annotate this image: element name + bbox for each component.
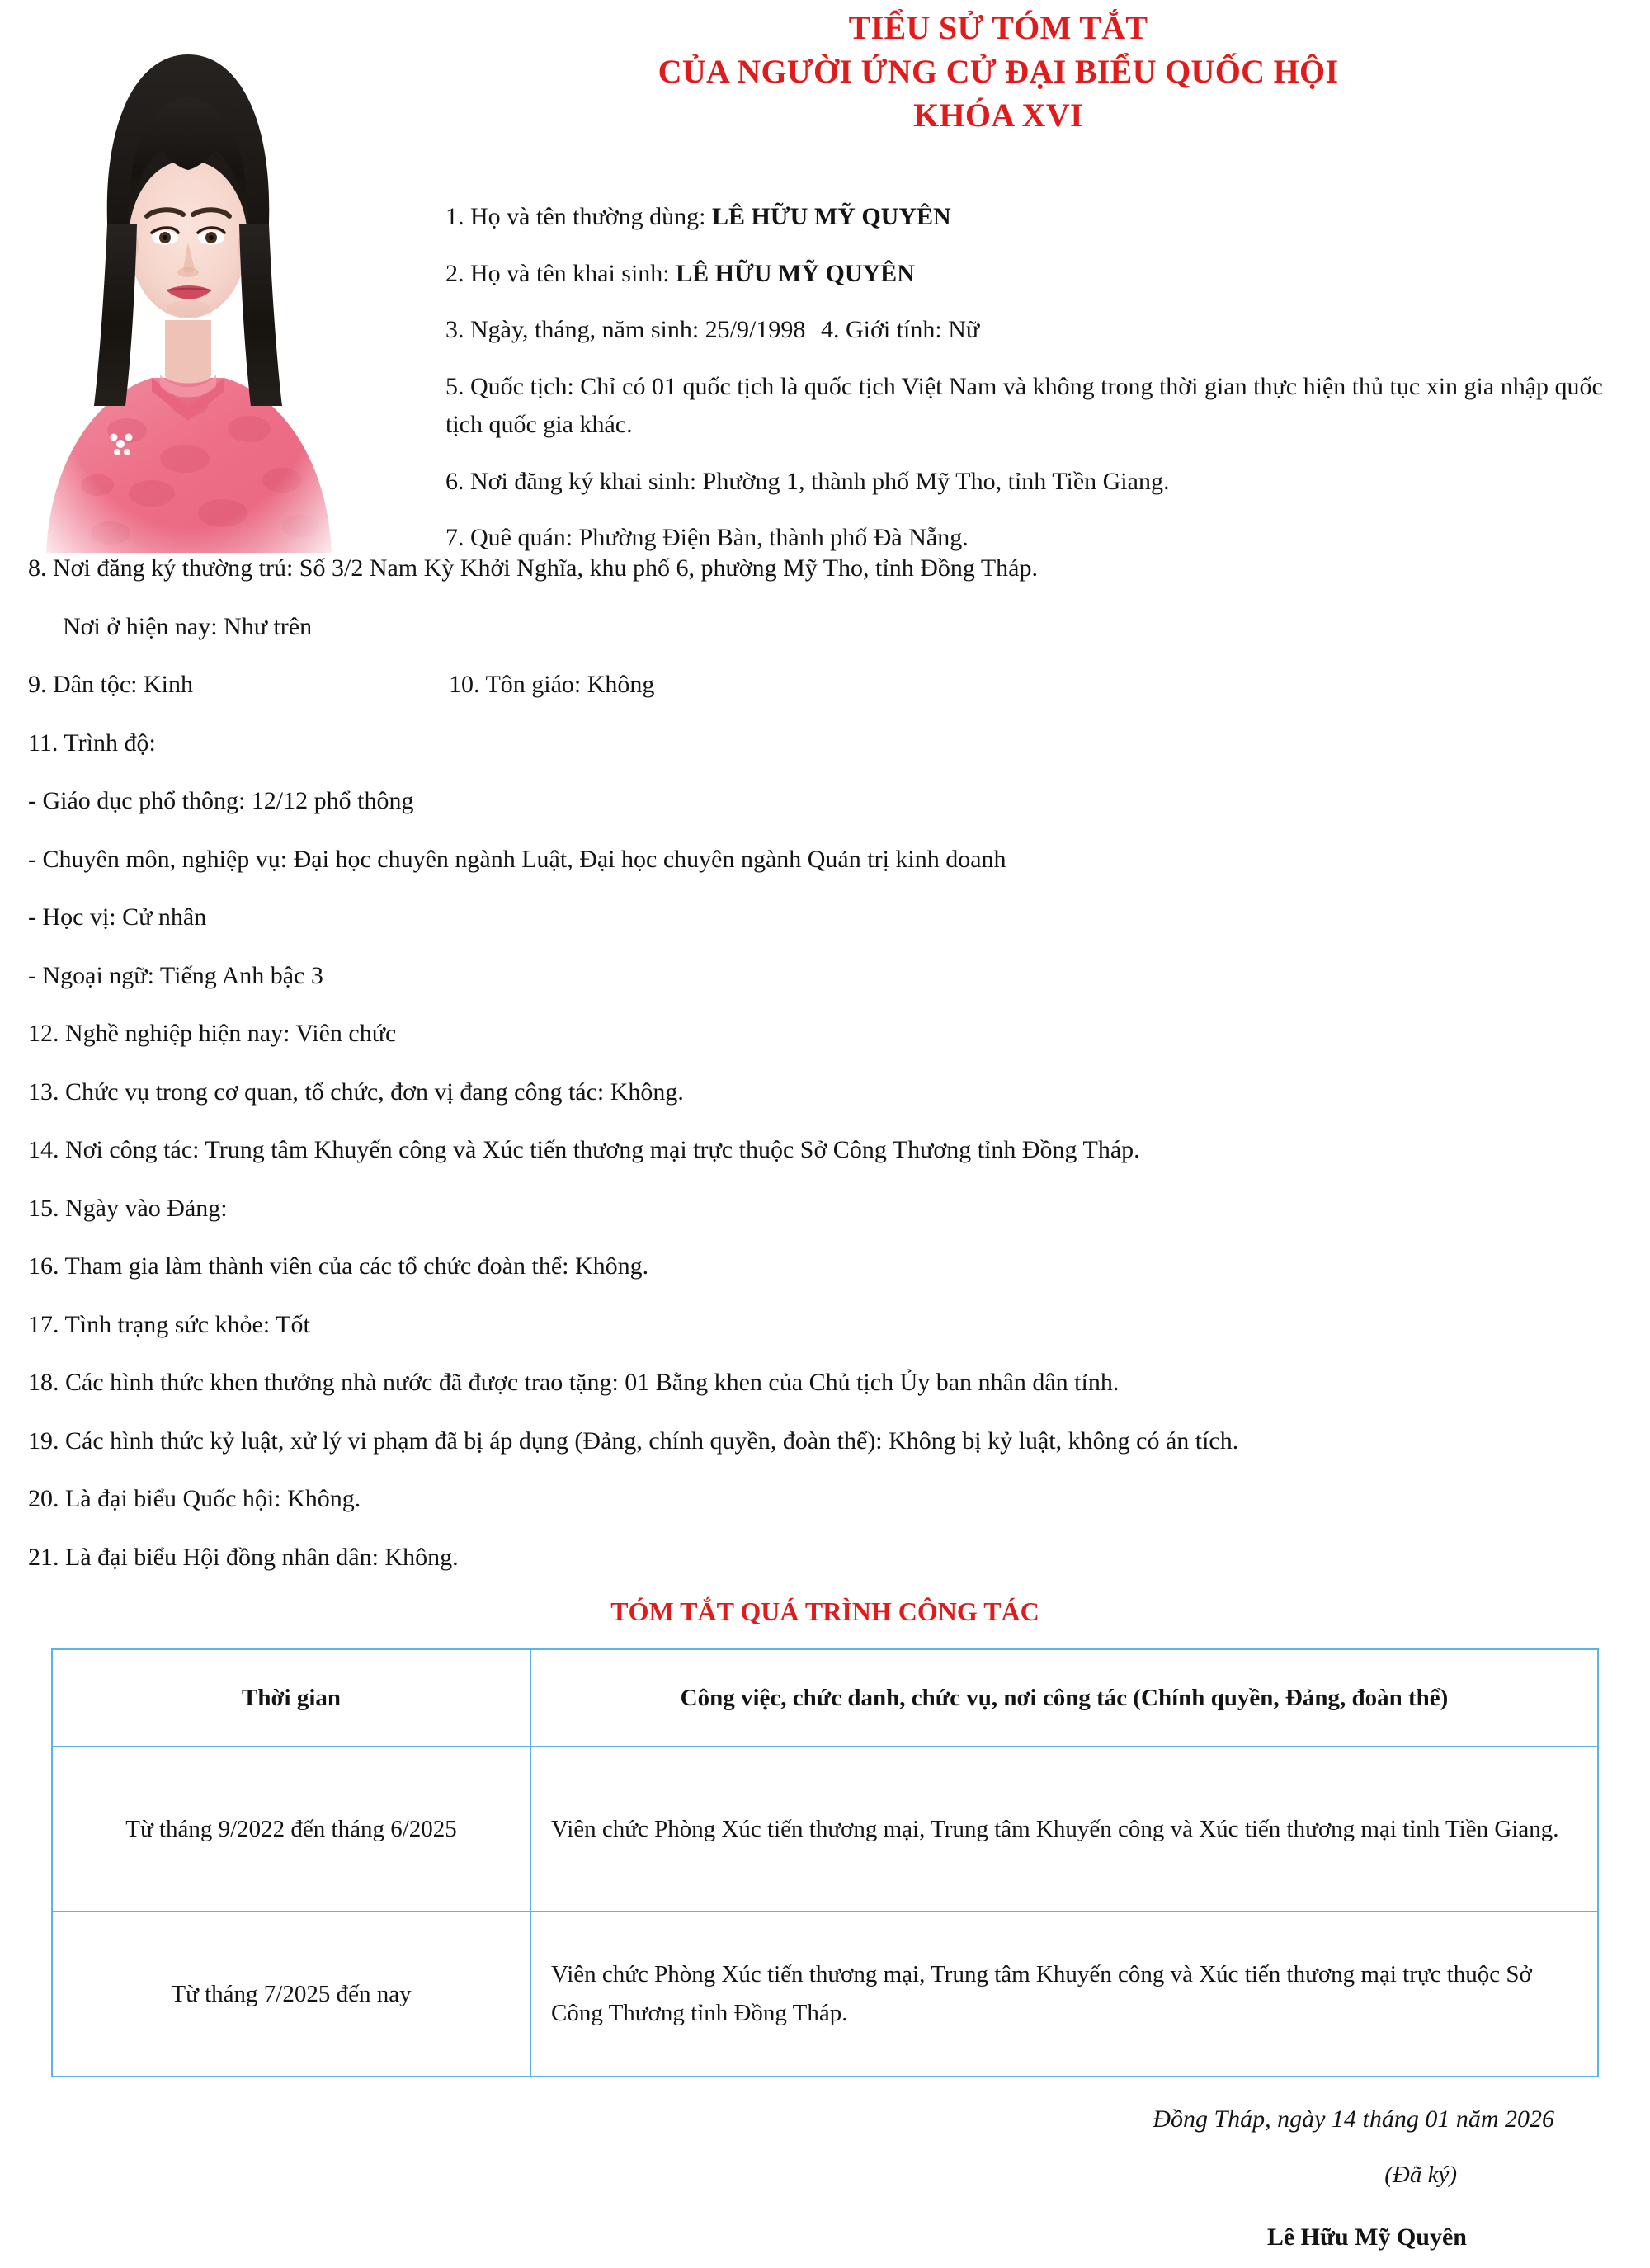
field-is-national-assembly-deputy: 20. Là đại biểu Quốc hội: Không. — [28, 1485, 361, 1512]
field-nationality: 5. Quốc tịch: Chỉ có 01 quốc tịch là quốc tịch Việt Nam và không trong thời gian thực hiện thủ tục xin gia nhập quốc tịch quốc gia khác. — [446, 372, 1603, 438]
field-health-status: 17. Tình trạng sức khỏe: Tốt — [28, 1310, 310, 1338]
field-ethnicity: 9. Dân tộc: Kinh — [28, 671, 193, 698]
field-ethnicity-religion-row — [28, 666, 1622, 705]
title-line-1: TIỂU SỬ TÓM TẮT — [848, 9, 1148, 46]
cell-time: Từ tháng 9/2022 đến tháng 6/2025 — [52, 1747, 530, 1912]
field-date-of-birth: 3. Ngày, tháng, năm sinh: 25/9/1998 — [446, 316, 806, 343]
field-religion: 10. Tôn giáo: Không — [449, 671, 655, 698]
field-education-heading: 11. Trình độ: — [28, 728, 156, 757]
field-foreign-language: - Ngoại ngữ: Tiếng Anh bậc 3 — [28, 961, 323, 989]
work-history-table-head — [52, 1649, 1598, 1747]
field-mass-organization-membership: 16. Tham gia làm thành viên của các tổ chức đoàn thể: Không. — [28, 1252, 649, 1280]
field-common-name — [446, 198, 1617, 237]
title-line-3: KHÓA XVI — [913, 96, 1083, 134]
header-field-list — [446, 198, 1617, 558]
field-position-in-organization: 13. Chức vụ trong cơ quan, tổ chức, đơn vị đang công tác: Không. — [28, 1077, 684, 1106]
work-history-table-body — [52, 1747, 1598, 2077]
body-field-list — [0, 549, 1650, 1577]
column-header-time: Thời gian — [52, 1649, 530, 1747]
cell-time: Từ tháng 7/2025 đến nay — [52, 1912, 530, 2077]
field-current-residence: Nơi ở hiện nay: Như trên — [63, 612, 313, 640]
table-row — [52, 1747, 1598, 1912]
field-state-awards: 18. Các hình thức khen thưởng nhà nước đã được trao tặng: 01 Bằng khen của Chủ tịch Ủy ban nhân dân tỉnh. — [28, 1369, 1120, 1396]
field-party-admission-date: 15. Ngày vào Đảng: — [28, 1194, 228, 1222]
field-hometown: 7. Quê quán: Phường Điện Bàn, thành phố Đà Nẵng. — [446, 524, 969, 551]
field-birth-registration-place: 6. Nơi đăng ký khai sinh: Phường 1, thành phố Mỹ Tho, tỉnh Tiền Giang. — [446, 467, 1170, 495]
field-common-name-value: LÊ HỮU MỸ QUYÊN — [711, 203, 951, 230]
field-professional-qualification: - Chuyên môn, nghiệp vụ: Đại học chuyên ngành Luật, Đại học chuyên ngành Quản trị kinh doanh — [28, 845, 1006, 873]
field-birth-name-value: LÊ HỮU MỸ QUYÊN — [676, 259, 915, 287]
document-title — [355, 7, 1642, 137]
title-line-2: CỦA NGƯỜI ỨNG CỬ ĐẠI BIỂU QUỐC HỘI — [658, 52, 1339, 90]
table-row — [52, 1912, 1598, 2077]
field-dob-gender-row — [446, 311, 1617, 350]
field-birth-name — [446, 255, 1617, 294]
column-header-description: Công việc, chức danh, chức vụ, nơi công tác (Chính quyền, Đảng, đoàn thể) — [530, 1649, 1598, 1747]
field-common-name-label: 1. Họ và tên thường dùng: — [446, 203, 706, 230]
document-header — [0, 0, 1650, 551]
cell-description: Viên chức Phòng Xúc tiến thương mại, Trung tâm Khuyến công và Xúc tiến thương mại tỉnh Tiền Giang. — [530, 1747, 1598, 1912]
field-current-occupation: 12. Nghề nghiệp hiện nay: Viên chức — [28, 1020, 397, 1047]
field-is-people-council-deputy: 21. Là đại biểu Hội đồng nhân dân: Không. — [28, 1543, 459, 1571]
portrait-illustration — [28, 18, 348, 553]
field-general-education: - Giáo dục phổ thông: 12/12 phổ thông — [28, 787, 414, 814]
signature-name: Lê Hữu Mỹ Quyên — [1266, 2223, 1467, 2251]
signature-place-date: Đồng Tháp, ngày 14 tháng 01 năm 2026 — [1153, 2105, 1554, 2133]
field-birth-name-label: 2. Họ và tên khai sinh: — [446, 259, 670, 287]
cell-description: Viên chức Phòng Xúc tiến thương mại, Trung tâm Khuyến công và Xúc tiến thương mại trực thuộc Sở Công Thương tỉnh Đồng Tháp. — [530, 1912, 1598, 2077]
table-header-row — [52, 1649, 1598, 1747]
field-academic-degree: - Học vị: Cử nhân — [28, 903, 207, 931]
work-history-heading: TÓM TẮT QUÁ TRÌNH CÔNG TÁC — [610, 1596, 1040, 1626]
field-workplace: 14. Nơi công tác: Trung tâm Khuyến công và Xúc tiến thương mại trực thuộc Sở Công Thương tỉnh Đồng Tháp. — [28, 1136, 1140, 1163]
field-permanent-residence: 8. Nơi đăng ký thường trú: Số 3/2 Nam Kỳ Khởi Nghĩa, khu phố 6, phường Mỹ Tho, tỉnh Đồng Tháp. — [28, 554, 1038, 582]
candidate-photo — [28, 18, 348, 553]
field-disciplinary-actions: 19. Các hình thức kỷ luật, xử lý vi phạm đã bị áp dụng (Đảng, chính quyền, đoàn thể): Không bị kỷ luật, không có án tích. — [28, 1426, 1239, 1455]
signature-signed-note: (Đã ký) — [1384, 2162, 1457, 2188]
work-history-table — [51, 1648, 1599, 2077]
signature-block — [51, 2105, 1599, 2268]
field-gender: 4. Giới tính: Nữ — [821, 316, 980, 343]
